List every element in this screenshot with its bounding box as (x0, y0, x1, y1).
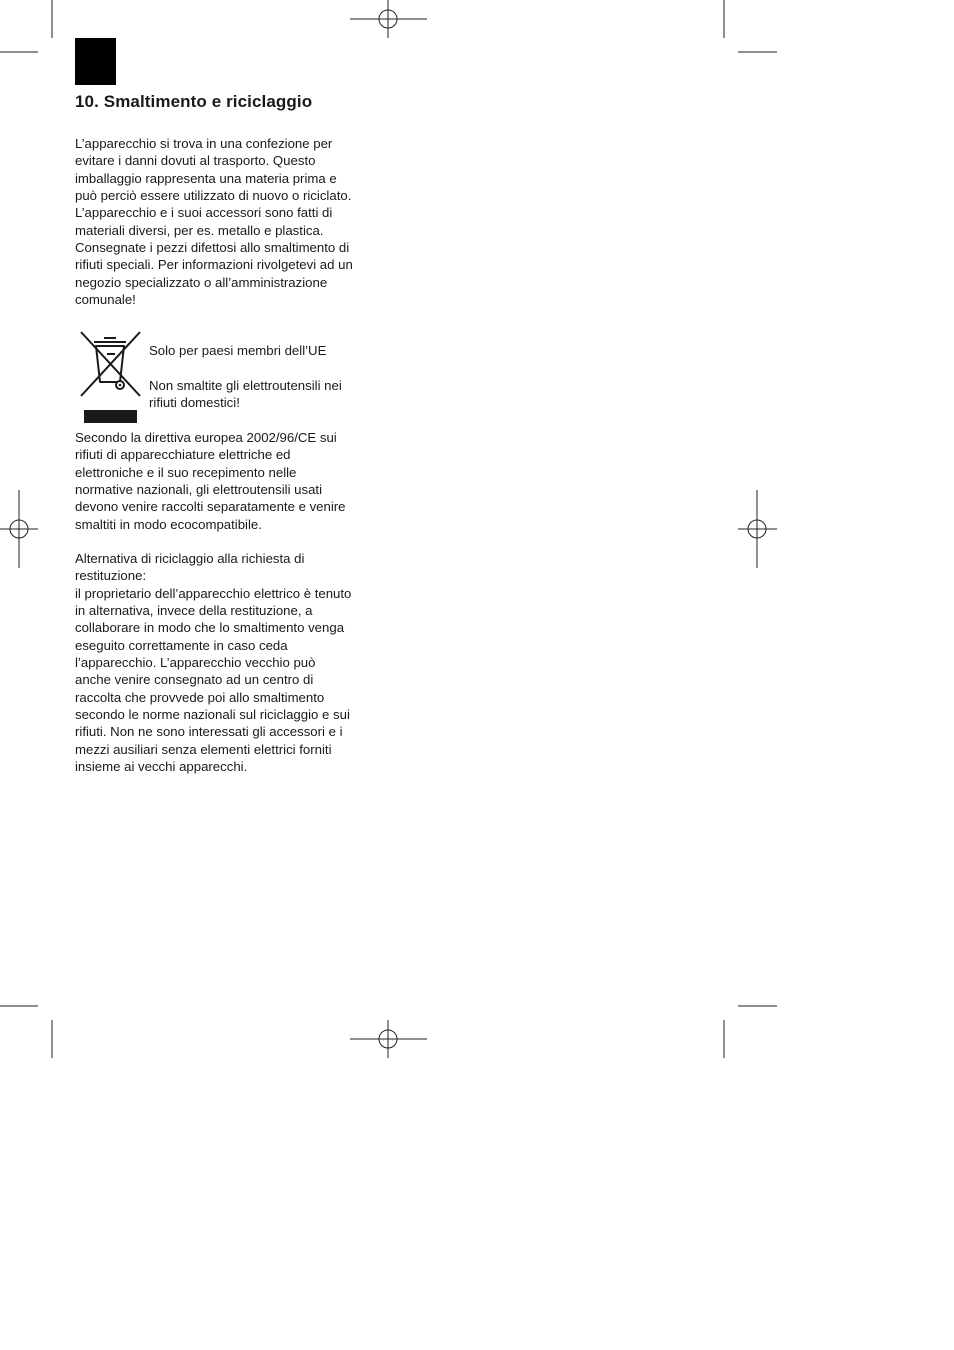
crossed-out-wheelie-bin-icon (78, 330, 142, 426)
language-tab-marker (75, 38, 116, 85)
section-title: 10. Smaltimento e riciclaggio (75, 92, 313, 111)
weee-disposal-warning: Non smaltite gli elettroutensili nei rifiuti domestici! (149, 378, 342, 411)
directive-paragraph: Secondo la direttiva europea 2002/96/CE sui rifiuti di apparecchiature elettriche ed elettroniche e il suo recepimento nelle normative nazionali, gli elettroutensili usati devono venire raccolti separatamente e venire smaltiti in modo ecocompatibile. (75, 430, 346, 532)
weee-eu-only-note: Solo per paesi membri dell’UE (149, 343, 327, 358)
recycling-alternative-paragraph: Alternativa di riciclaggio alla richiesta di restituzione: il proprietario dell’apparecchio elettrico è tenuto in alternativa, invece della restituzione, a collaborare in modo che lo smaltimento venga eseguito correttamente in caso ceda l’apparecchio. L’apparecchio vecchio può anche venire consegnato ad un centro di raccolta che provvede poi allo smaltimento secondo le norme nazionali sul riciclaggio e sui rifiuti. Non ne sono interessati gli accessori e i mezzi ausiliari senza elementi elettrici forniti insieme ai vecchi apparecchi. (75, 551, 352, 775)
intro-paragraph: L’apparecchio si trova in una confezione per evitare i danni dovuti al trasporto. Questo imballaggio rappresenta una materia prima e può perciò essere utilizzato di nuovo o riciclato. L’apparecchio e i suoi accessori sono fatti di materiali diversi, per es. metallo e plastica. Consegnate i pezzi difettosi allo smaltimento di rifiuti speciali. Per informazioni rivolgetevi ad un negozio specializzato o all’amministrazione comunale! (75, 136, 353, 308)
